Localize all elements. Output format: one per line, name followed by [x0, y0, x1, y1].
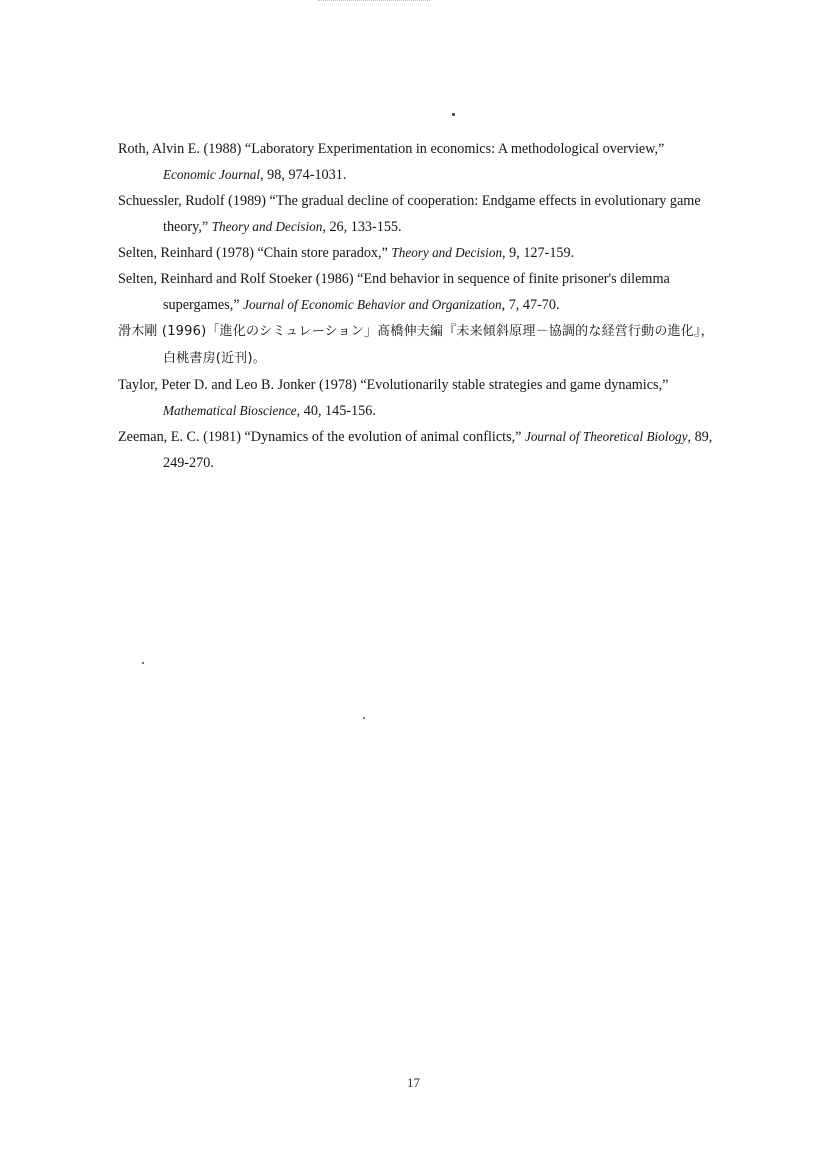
scan-speck — [142, 662, 144, 664]
reference-text: Zeeman, E. C. (1981) “Dynamics of the evolution of animal conflicts,” — [118, 429, 525, 445]
reference-details: , 89, 249-270. — [163, 429, 713, 471]
reference-text: Selten, Reinhard (1978) “Chain store paradox,” — [118, 245, 392, 261]
reference-list — [118, 136, 718, 476]
reference-details: , 7, 47-70. — [501, 297, 560, 313]
reference-entry — [118, 424, 718, 476]
reference-details: , 98, 974-1031. — [260, 167, 347, 183]
reference-text: Roth, Alvin E. (1988) “Laboratory Experimentation in economics: A methodological overview,” — [118, 141, 665, 157]
reference-entry — [118, 188, 718, 240]
journal-title: Mathematical Bioscience — [163, 403, 297, 418]
scan-speck — [363, 717, 365, 719]
scan-speck — [452, 113, 455, 116]
journal-title: Economic Journal — [163, 167, 261, 182]
reference-entry — [118, 372, 718, 424]
reference-details: , 26, 133-155. — [322, 219, 402, 235]
scan-artifact-top — [318, 0, 430, 5]
reference-details: , 9, 127-159. — [502, 245, 575, 261]
reference-text: Taylor, Peter D. and Leo B. Jonker (1978) “Evolutionarily stable strategies and game dynamics,” — [118, 377, 669, 393]
reference-text: Schuessler, Rudolf (1989) “The gradual decline of cooperation: Endgame effects in evolutionary game theory,” — [118, 193, 701, 235]
journal-title: Journal of Theoretical Biology — [524, 429, 688, 444]
reference-entry — [118, 318, 718, 372]
journal-title: Journal of Economic Behavior and Organization — [243, 297, 502, 312]
reference-entry — [118, 266, 718, 318]
journal-title: Theory and Decision — [211, 219, 323, 234]
reference-text: Selten, Reinhard and Rolf Stoeker (1986) “End behavior in sequence of finite prisoner's dilemma supergames,” — [118, 271, 670, 313]
reference-details: , 40, 145-156. — [296, 403, 376, 419]
reference-text-japanese: 滑木剛 (1996)「進化のシミュレーション」髙橋伸夫編『未来傾斜原理－協調的な経営行動の進化』，白桃書房(近刊)。 — [118, 324, 714, 366]
page-number: 17 — [407, 1075, 420, 1090]
journal-title: Theory and Decision — [391, 245, 503, 260]
reference-entry — [118, 240, 718, 266]
reference-entry — [118, 136, 718, 188]
